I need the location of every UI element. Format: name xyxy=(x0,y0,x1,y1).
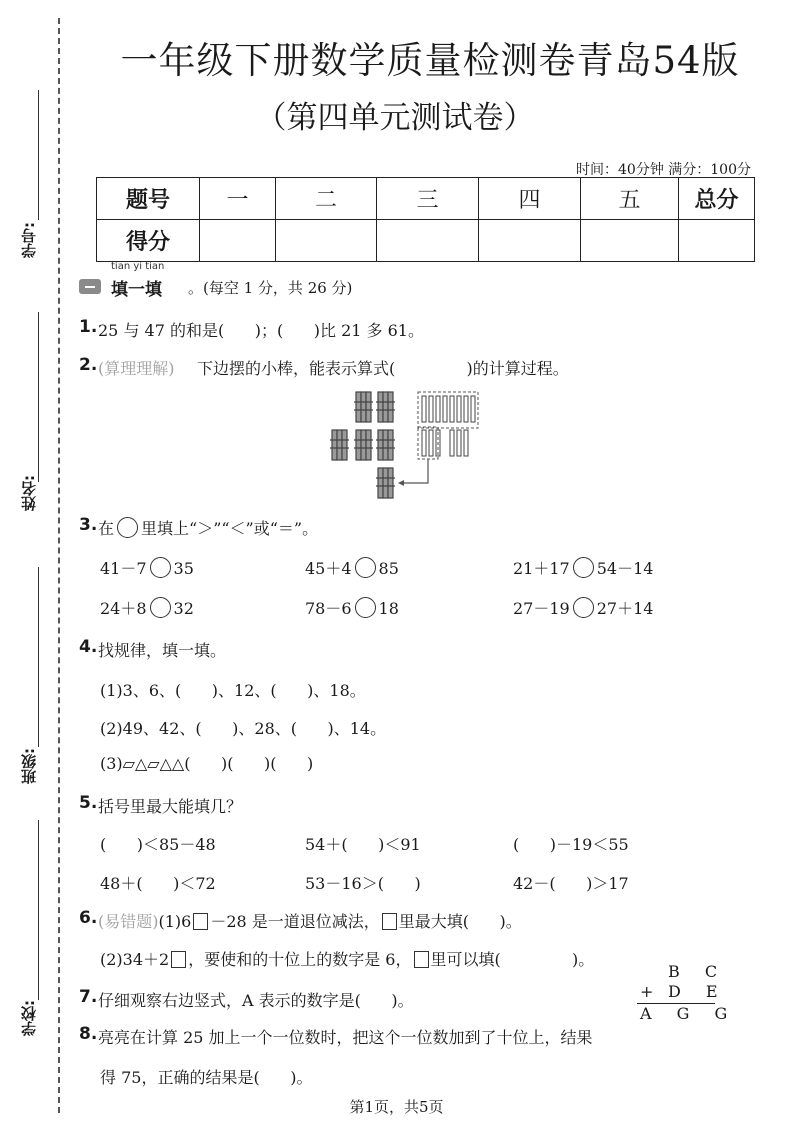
q3-item-right: 32 xyxy=(173,599,194,618)
q3-item xyxy=(513,556,653,579)
q5-item: 54＋( )＜91 xyxy=(305,835,421,854)
score-header-cell: 二 xyxy=(276,178,377,220)
section-note: 。(每空 1 分，共 26 分) xyxy=(188,279,353,297)
q5-item: ( )－19＜55 xyxy=(513,835,629,854)
q4-line: (1)3、6、( )、12、( )、18。 xyxy=(100,681,366,700)
score-table xyxy=(96,177,755,262)
page-title: 一年级下册数学质量检测卷青岛54版 xyxy=(120,39,740,82)
exam-meta: 时间：40分钟 满分：100分 xyxy=(576,162,751,178)
q8-line1: 亮亮在计算 25 加上一个一位数时，把这个一位数加到了十位上，结果 xyxy=(98,1028,593,1047)
score-header-cell: 总分 xyxy=(679,178,755,220)
q2-number: 2. xyxy=(79,355,98,375)
page-subtitle: （第四单元测试卷） xyxy=(255,100,535,136)
q3-item-left: 41－7 xyxy=(100,559,147,578)
counting-sticks-image xyxy=(326,388,482,500)
q3-item xyxy=(513,596,653,619)
stick-bundle-icon xyxy=(376,392,395,422)
q3-item xyxy=(305,596,399,619)
arrow-line xyxy=(400,459,428,483)
answer-box[interactable] xyxy=(171,951,186,968)
class-label: 班级: xyxy=(20,748,38,784)
score-header-cell: 一 xyxy=(200,178,276,220)
q4-number: 4. xyxy=(79,637,98,657)
score-cell[interactable] xyxy=(200,220,276,262)
q6-line2 xyxy=(100,947,594,970)
q6-line2-a: (2)34＋2 xyxy=(100,950,170,969)
q2-tag: (算理理解) xyxy=(98,359,175,378)
q1-number: 1. xyxy=(79,317,98,337)
q2-text: 下边摆的小棒，能表示算式( )的计算过程。 xyxy=(197,359,569,378)
score-cell[interactable] xyxy=(377,220,479,262)
q5-item: 42－( )＞17 xyxy=(513,874,629,893)
name-underline xyxy=(38,312,39,482)
single-sticks-icon xyxy=(422,396,475,456)
q6-line1-c: 里最大填( )。 xyxy=(398,912,522,931)
q3-item-left: 45＋4 xyxy=(305,559,352,578)
q6-number: 6. xyxy=(79,908,98,928)
answer-circle[interactable] xyxy=(150,597,171,618)
class-underline xyxy=(38,567,39,747)
binding-dashed-line xyxy=(58,18,60,1113)
q3-item-right: 85 xyxy=(378,559,399,578)
q3-item-left: 27－19 xyxy=(513,599,570,618)
name-label: 姓名: xyxy=(20,475,38,511)
arrow-head-icon xyxy=(398,480,404,486)
q6-line1-b: －28 是一道退位减法， xyxy=(210,912,380,931)
q5-text: 括号里最大能填几？ xyxy=(98,797,243,816)
q3-item-left: 24＋8 xyxy=(100,599,147,618)
score-header-cell: 题号 xyxy=(97,178,200,220)
q3-item-right: 35 xyxy=(173,559,194,578)
stick-bundle-icon xyxy=(354,392,373,422)
q5-item: 48＋( )＜72 xyxy=(100,874,216,893)
q3-item-right: 18 xyxy=(378,599,399,618)
q4-line: (2)49、42、( )、28、( )、14。 xyxy=(100,719,387,738)
q5-item: ( )＜85－48 xyxy=(100,835,216,854)
q3-item-right: 54－14 xyxy=(596,559,654,578)
score-table-header-row xyxy=(97,178,755,220)
stick-bundle-icon xyxy=(330,430,349,460)
q7-number: 7. xyxy=(79,987,98,1007)
q3-item-left: 78－6 xyxy=(305,599,352,618)
stick-bundle-icon xyxy=(376,430,395,460)
score-header-cell: 三 xyxy=(377,178,479,220)
q3-item-left: 21＋17 xyxy=(513,559,570,578)
q4-text: 找规律，填一填。 xyxy=(98,641,227,660)
q6-line2-b: ，要使和的十位上的数字是 6， xyxy=(188,950,412,969)
answer-box[interactable] xyxy=(193,913,208,930)
answer-circle[interactable] xyxy=(573,597,594,618)
q1-text: 25 与 47 的和是( )；( )比 21 多 61。 xyxy=(98,321,424,340)
q8-number: 8. xyxy=(79,1024,98,1044)
q3-item-right: 27＋14 xyxy=(596,599,654,618)
stick-bundle-icon xyxy=(376,468,395,498)
id-label: 学号: xyxy=(20,222,38,258)
vertical-row2: D E xyxy=(668,982,728,1001)
score-row-label: 得分 xyxy=(97,220,200,262)
q8-line2: 得 75，正确的结果是( )。 xyxy=(100,1068,313,1087)
q3-text xyxy=(98,516,318,539)
score-header-cell: 五 xyxy=(581,178,679,220)
score-cell[interactable] xyxy=(581,220,679,262)
vertical-row1: B C xyxy=(668,962,728,981)
circle-icon xyxy=(117,517,138,538)
section-one-icon xyxy=(79,279,101,294)
vertical-row3: A G G xyxy=(640,1004,738,1023)
q3-text-b: 里填上“＞”“＜”或“＝”。 xyxy=(141,519,319,538)
q5-item: 53－16＞( ) xyxy=(305,874,421,893)
score-cell[interactable] xyxy=(679,220,755,262)
q3-number: 3. xyxy=(79,515,98,535)
q6-line1-a: (1)6 xyxy=(158,912,192,931)
score-cell[interactable] xyxy=(479,220,581,262)
answer-circle[interactable] xyxy=(150,557,171,578)
stick-bundle-icon xyxy=(354,430,373,460)
q5-number: 5. xyxy=(79,793,98,813)
q4-line: (3)▱△▱△△( )( )( ) xyxy=(100,754,314,773)
school-label: 学校: xyxy=(20,1000,38,1036)
answer-circle[interactable] xyxy=(573,557,594,578)
q7-text: 仔细观察右边竖式，A 表示的数字是( )。 xyxy=(98,991,414,1010)
school-underline xyxy=(38,820,39,1000)
q3-item xyxy=(305,556,399,579)
q3-text-a: 在 xyxy=(98,519,115,538)
q6-tag: (易错题) xyxy=(98,912,159,931)
dashed-group-box xyxy=(418,392,478,428)
vertical-operator: + xyxy=(640,982,664,1001)
q6-line2-c: 里可以填( )。 xyxy=(430,950,595,969)
id-underline xyxy=(38,90,39,220)
answer-circle[interactable] xyxy=(355,557,376,578)
score-table-score-row xyxy=(97,220,755,262)
box-icon xyxy=(382,913,397,930)
q3-item xyxy=(100,596,194,619)
section-title: 填一填 xyxy=(111,280,162,300)
q3-item xyxy=(100,556,194,579)
score-header-cell: 四 xyxy=(479,178,581,220)
score-cell[interactable] xyxy=(276,220,377,262)
answer-circle[interactable] xyxy=(355,597,376,618)
page-footer: 第1页，共5页 xyxy=(349,1098,444,1116)
dashed-ten-box xyxy=(418,427,438,459)
box-icon xyxy=(414,951,429,968)
section-pinyin: tian yi tian xyxy=(111,261,165,272)
q6-line1 xyxy=(98,909,522,932)
